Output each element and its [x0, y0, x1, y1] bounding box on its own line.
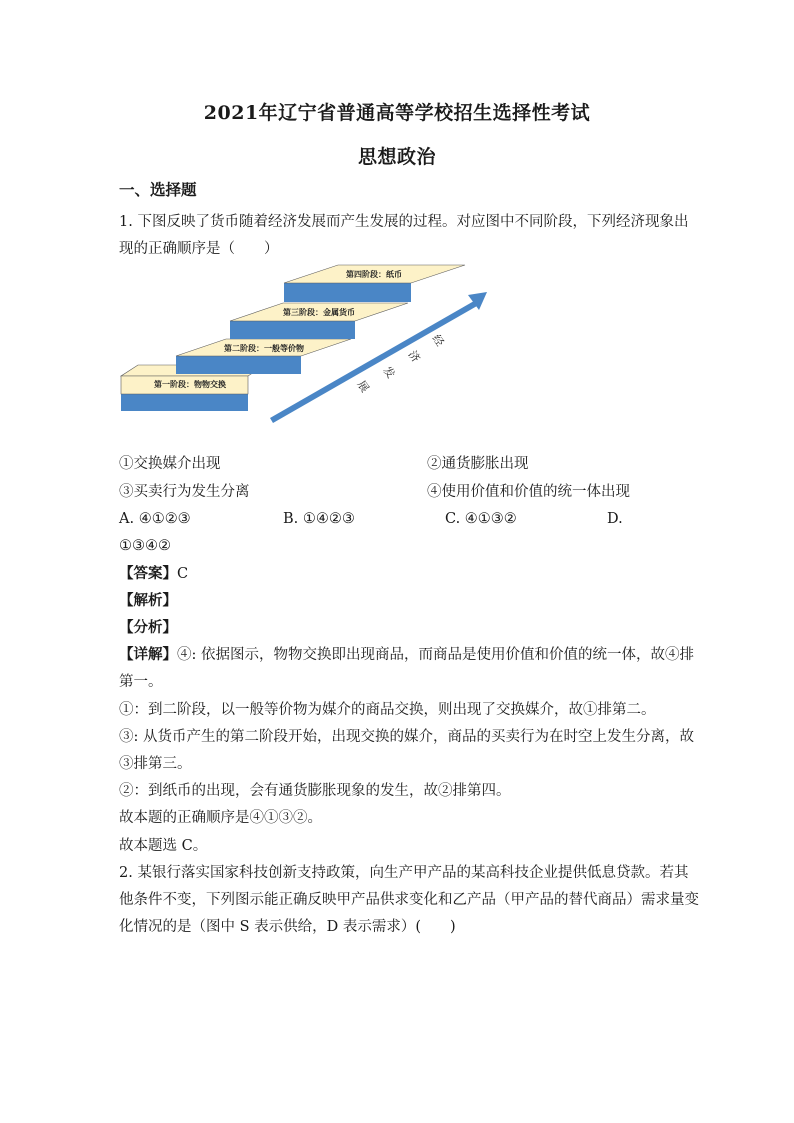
money-development-diagram — [118, 262, 498, 424]
step-4 — [284, 265, 465, 302]
option-b: B. ①④②③ — [283, 511, 355, 527]
step-2-label: 第二阶段：一般等价物 — [224, 344, 304, 353]
statement-2: ②通货膨胀出现 — [427, 456, 529, 472]
exam-title: 2021年辽宁省普通高等学校招生选择性考试 — [203, 102, 591, 124]
answer-line — [119, 564, 188, 584]
statement-1: ①交换媒介出现 — [119, 456, 221, 472]
option-a: A. ④①②③ — [119, 511, 191, 527]
statement-4: ④使用价值和价值的统一体出现 — [427, 484, 630, 500]
step-3 — [230, 303, 408, 339]
step-2 — [176, 339, 351, 374]
detail-line-5: ③排第三。 — [119, 756, 192, 772]
statement-3: ③买卖行为发生分离 — [119, 484, 250, 500]
detail-line-7: 故本题的正确顺序是④①③②。 — [119, 810, 322, 826]
detail-label: 【详解】 — [119, 646, 177, 663]
detail-text-1: ④: 依据图示，物物交换即出现商品，而商品是使用价值和价值的统一体，故④排 — [177, 647, 694, 663]
q2-line-1: 2. 某银行落实国家科技创新支持政策，向生产甲产品的某高科技企业提供低息贷款。若其 — [119, 865, 689, 881]
arrow-char-2: 济 — [405, 348, 423, 365]
detail-line-3: ①：到二阶段，以一般等价物为媒介的商品交换，则出现了交换媒介，故①排第二。 — [119, 702, 656, 718]
detail-line-2: 第一。 — [119, 674, 163, 690]
arrow-char-4: 展 — [354, 378, 372, 395]
answer-label: 【答案】 — [119, 565, 177, 582]
answer-value: C — [177, 566, 189, 582]
step-4-label: 第四阶段：纸币 — [346, 270, 402, 279]
q2-line-2: 他条件不变，下列图示能正确反映甲产品供求变化和乙产品（甲产品的替代商品）需求量变 — [119, 892, 699, 908]
q2-line-3: 化情况的是（图中 S 表示供给，D 表示需求）( ) — [119, 919, 456, 935]
detail-line-4: ③: 从货币产生的第二阶段开始，出现交换的媒介，商品的买卖行为在时空上发生分离，故 — [119, 729, 694, 745]
fenxi-label: 【分析】 — [119, 619, 177, 636]
subject-title: 思想政治 — [357, 146, 436, 168]
q1-stem-line2: 现的正确顺序是（ ） — [119, 241, 279, 257]
arrow-char-1: 经 — [429, 332, 447, 349]
detail-line-6: ②：到纸币的出现，会有通货膨胀现象的发生，故②排第四。 — [119, 783, 511, 799]
step-1-label: 第一阶段：物物交换 — [154, 380, 226, 389]
q1-stem-line1: 1. 下图反映了货币随着经济发展而产生发展的过程。对应图中不同阶段，下列经济现象出 — [119, 214, 689, 230]
option-d-continued: ①③④② — [119, 538, 171, 554]
analysis-label: 【解析】 — [119, 592, 177, 609]
step-3-label: 第三阶段：金属货币 — [283, 308, 355, 317]
option-c: C. ④①③② — [445, 511, 517, 527]
detail-line-8: 故本题选 C。 — [119, 838, 208, 854]
option-d: D. — [607, 511, 623, 527]
detail-line-1 — [119, 645, 694, 665]
section-heading: 一、选择题 — [119, 180, 197, 199]
arrow-char-3: 发 — [380, 364, 398, 381]
